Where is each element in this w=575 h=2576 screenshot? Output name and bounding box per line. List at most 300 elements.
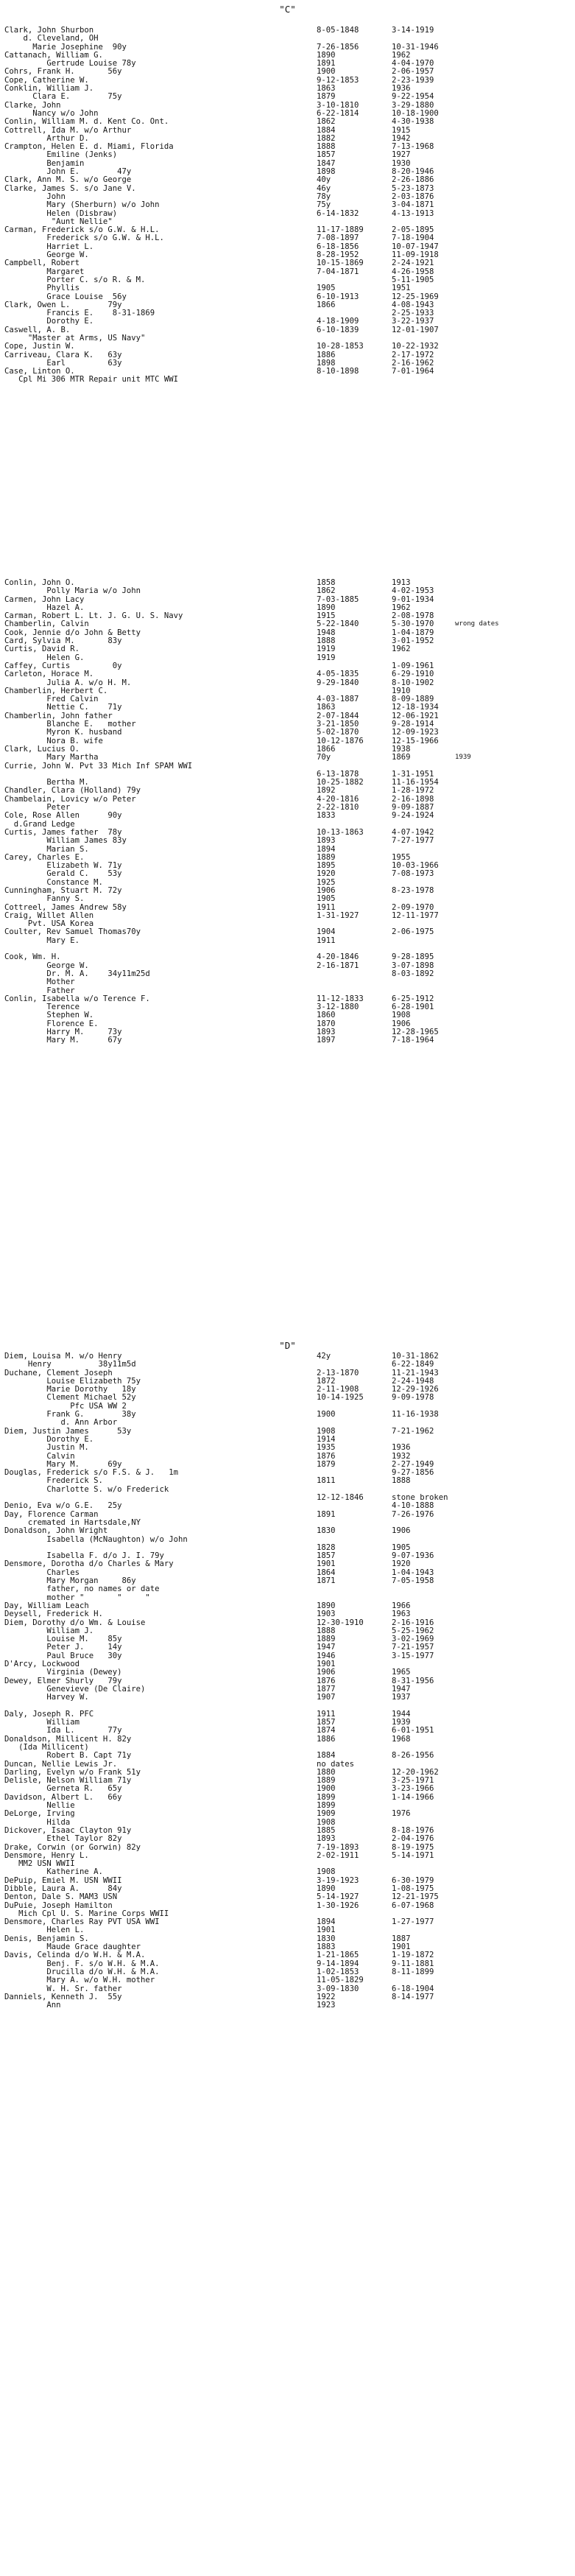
record-name: Craig, Willet Allen <box>4 910 94 920</box>
record-death: 7-21-1962 <box>392 1426 434 1436</box>
record-birth: 1893 <box>317 1834 336 1844</box>
record-name: Curtis, James father 78y <box>4 827 122 837</box>
record-name: Dickover, Isaac Clayton 91y <box>4 1825 132 1835</box>
record-birth: 4-20-1846 <box>317 952 359 962</box>
record-death: 8-18-1976 <box>392 1825 434 1835</box>
record-birth: 1895 <box>317 861 336 871</box>
record-death: 6-29-1910 <box>392 670 434 679</box>
record-name: Chamberlin, John father <box>4 711 113 720</box>
record-death: 9-07-1936 <box>392 1551 434 1561</box>
record-birth: 1908 <box>317 1817 336 1827</box>
record-birth: 1-31-1927 <box>317 910 359 920</box>
record-death: 10-31-1862 <box>392 1352 439 1361</box>
record-birth: 1920 <box>317 869 336 879</box>
record-name: Cattanach, William G. <box>4 50 103 60</box>
record-name: Stephen W. <box>4 1011 94 1020</box>
record-name: Clark, Owen L. 79y <box>4 300 122 309</box>
record-name: Benj. F. s/o W.H. & M.A. <box>4 1959 160 1968</box>
record-name: Clark, Lucius O. <box>4 744 80 754</box>
record-birth: 1882 <box>317 133 336 143</box>
record-name: Harriet L. <box>4 242 94 251</box>
record-death: 3-15-1977 <box>392 1651 434 1660</box>
record-birth: 1889 <box>317 852 336 862</box>
record-birth: 1888 <box>317 1626 336 1635</box>
record-name: Densmore, Henry L. <box>4 1850 89 1860</box>
record-birth: 1857 <box>317 1718 336 1727</box>
record-name: Mary Morgan 86y <box>4 1576 136 1586</box>
record-name: Day, Florence Carman <box>4 1509 99 1519</box>
record-name: Curtis, David R. <box>4 645 80 654</box>
record-birth: 1864 <box>317 1568 336 1577</box>
record-name: Diem, Louisa M. w/o Henry <box>4 1352 122 1361</box>
record-row <box>0 587 575 595</box>
record-birth: 6-22-1814 <box>317 108 359 118</box>
record-row <box>0 284 575 292</box>
record-death: 1908 <box>392 1011 411 1020</box>
record-death: 9-28-1914 <box>392 720 434 729</box>
record-row <box>0 276 575 284</box>
record-name: Marie Josephine 90y <box>4 42 127 52</box>
record-row <box>0 1643 575 1652</box>
record-name: Conlin, Isabella w/o Terence F. <box>4 994 150 1003</box>
record-row <box>0 359 575 368</box>
record-death: 6-22-1849 <box>392 1360 434 1369</box>
record-death: 8-09-1889 <box>392 695 434 704</box>
record-row <box>0 118 575 126</box>
record-death: 4-13-1913 <box>392 208 434 218</box>
record-birth: 1915 <box>317 611 336 621</box>
record-name: Cohrs, Frank H. 56y <box>4 67 122 77</box>
record-birth: 1904 <box>317 927 336 937</box>
record-row <box>0 93 575 101</box>
record-name: Densmore, Dorotha d/o Charles & Mary <box>4 1559 174 1569</box>
record-death: 2-06-1957 <box>392 67 434 77</box>
record-name: Blanche E. mother <box>4 720 136 729</box>
record-death: 2-09-1970 <box>392 902 434 912</box>
record-death: 12-01-1907 <box>392 325 439 334</box>
record-birth: 1890 <box>317 603 336 612</box>
record-birth: 1935 <box>317 1443 336 1453</box>
record-row <box>0 762 575 771</box>
record-name: Gertrude Louise 78y <box>4 59 136 69</box>
record-death: 1-27-1977 <box>392 1917 434 1927</box>
record-row <box>0 334 575 343</box>
record-name: Grace Louise 56y <box>4 292 127 301</box>
record-birth: 1830 <box>317 1526 336 1536</box>
record-death: 10-31-1946 <box>392 42 439 52</box>
record-death: 8-11-1899 <box>392 1967 434 1976</box>
record-row <box>0 1752 575 1760</box>
record-death: 9-28-1895 <box>392 952 434 962</box>
record-name: Phyllis <box>4 284 80 293</box>
record-death: 9-09-1978 <box>392 1393 434 1403</box>
record-birth: 1889 <box>317 1776 336 1786</box>
record-death: 2-24-1921 <box>392 259 434 268</box>
record-row <box>0 754 575 762</box>
record-death: 7-08-1973 <box>392 869 434 879</box>
record-death: 10-07-1947 <box>392 242 439 251</box>
record-death: 7-13-1968 <box>392 142 434 152</box>
record-name: Henry 38y11m5d <box>4 1360 136 1369</box>
record-death: 4-08-1943 <box>392 300 434 309</box>
record-birth: 6-10-1839 <box>317 325 359 334</box>
record-note: 1939 <box>455 754 471 762</box>
record-name: Terence <box>4 1003 80 1012</box>
record-name: Katherine A. <box>4 1867 103 1877</box>
record-birth: 10-28-1853 <box>317 342 364 351</box>
record-name: (Ida Millicent) <box>4 1742 89 1752</box>
record-death: 12-06-1921 <box>392 711 439 720</box>
record-row <box>0 1361 575 1369</box>
record-birth: 1893 <box>317 836 336 846</box>
record-name: John E. 47y <box>4 167 132 177</box>
record-death: 7-21-1957 <box>392 1643 434 1652</box>
record-birth: 1922 <box>317 1992 336 2001</box>
record-birth: 1-21-1865 <box>317 1951 359 1960</box>
record-birth: 10-13-1863 <box>317 827 364 837</box>
record-row <box>0 1486 575 1494</box>
record-death: 1887 <box>392 1934 411 1943</box>
record-row <box>0 937 575 945</box>
record-birth: 7-19-1893 <box>317 1842 359 1852</box>
record-death: 1-19-1872 <box>392 1951 434 1960</box>
record-death: 3-22-1937 <box>392 317 434 326</box>
record-birth: 1894 <box>317 1917 336 1927</box>
record-death: 10-18-1900 <box>392 108 439 118</box>
record-birth: 10-25-1882 <box>317 778 364 787</box>
record-row <box>0 1560 575 1568</box>
record-name: Coulter, Rev Samuel Thomas70y <box>4 927 141 937</box>
record-death: 1951 <box>392 284 411 293</box>
record-birth: 10-14-1925 <box>317 1393 364 1403</box>
record-birth: 2-22-1810 <box>317 803 359 813</box>
record-birth: 4-20-1816 <box>317 794 359 804</box>
record-birth: 1863 <box>317 703 336 712</box>
record-name: Davidson, Albert L. 66y <box>4 1792 122 1802</box>
record-name: Fred Calvin <box>4 695 99 704</box>
record-birth: 1828 <box>317 1543 336 1552</box>
record-birth: 1899 <box>317 1801 336 1811</box>
record-death: 12-25-1969 <box>392 292 439 301</box>
record-row <box>0 945 575 953</box>
record-birth: 1890 <box>317 1601 336 1610</box>
record-name: Marie Dorothy 18y <box>4 1385 136 1394</box>
record-name: Densmore, Charles Ray PVT USA WWI <box>4 1917 160 1927</box>
record-birth: 1888 <box>317 142 336 152</box>
record-birth: 1894 <box>317 844 336 854</box>
record-name: Isabella (McNaughton) w/o John <box>4 1534 188 1544</box>
record-name: Cottreel, James Andrew 58y <box>4 902 127 912</box>
record-name: Cunningham, Stuart M. 72y <box>4 885 122 895</box>
record-death: stone broken <box>392 1493 448 1503</box>
record-name: Caswell, A. B. <box>4 325 71 334</box>
record-row <box>0 1993 575 2001</box>
record-row <box>0 1419 575 1427</box>
record-death: 1-31-1951 <box>392 769 434 779</box>
record-death: 3-14-1919 <box>392 26 434 35</box>
record-name: W. H. Sr. father <box>4 1984 122 1993</box>
record-name: Earl 63y <box>4 358 122 368</box>
record-birth: 1-02-1853 <box>317 1967 359 1976</box>
record-name: D'Arcy, Lockwood <box>4 1659 80 1668</box>
record-name: Currie, John W. Pvt 33 Mich Inf SPAM WWI <box>4 761 193 771</box>
record-birth: 7-08-1897 <box>317 234 359 243</box>
record-row <box>0 1918 575 1926</box>
record-death: 1939 <box>392 1718 411 1727</box>
record-birth: 7-03-1885 <box>317 594 359 604</box>
record-birth: 1919 <box>317 645 336 654</box>
record-row <box>0 1536 575 1544</box>
record-birth: 1899 <box>317 1792 336 1802</box>
record-death: 2-05-1895 <box>392 225 434 235</box>
record-name: Drucilla d/o W.H. & M.A. <box>4 1967 160 1976</box>
record-death: 9-09-1887 <box>392 803 434 813</box>
record-death: 8-20-1946 <box>392 167 434 177</box>
record-death: 1976 <box>392 1809 411 1819</box>
record-name: Cope, Catherine W. <box>4 75 89 85</box>
record-name: Mary A. w/o W.H. mother <box>4 1976 155 1985</box>
record-name: Frederick S. <box>4 1476 103 1486</box>
record-death: 2-04-1976 <box>392 1834 434 1844</box>
record-name: George W. <box>4 961 89 970</box>
record-birth: 1871 <box>317 1576 336 1586</box>
record-name: Gerneta R. 65y <box>4 1784 122 1794</box>
record-birth: 1877 <box>317 1684 336 1694</box>
record-birth: 1901 <box>317 1559 336 1569</box>
record-birth: 1900 <box>317 1410 336 1419</box>
record-name: DuPuie, Joseph Hamilton <box>4 1901 113 1910</box>
record-birth: 3-10-1810 <box>317 100 359 110</box>
record-death: 6-28-1901 <box>392 1003 434 1012</box>
record-birth: 10-15-1869 <box>317 259 364 268</box>
record-row <box>0 1710 575 1719</box>
record-name: Mich Cpl U. S. Marine Corps WWII <box>4 1909 169 1918</box>
record-death: 6-30-1979 <box>392 1875 434 1885</box>
record-birth: 1884 <box>317 1751 336 1761</box>
record-name: Gerald C. 53y <box>4 869 122 879</box>
record-birth: 1-30-1926 <box>317 1901 359 1910</box>
record-name: Douglas, Frederick s/o F.S. & J. 1m <box>4 1468 178 1478</box>
record-name: Virginia (Dewey) <box>4 1668 122 1677</box>
record-birth: 1919 <box>317 653 336 662</box>
record-death: 1932 <box>392 1451 411 1461</box>
record-row <box>0 1802 575 1810</box>
record-birth: 1948 <box>317 628 336 637</box>
c-listing-part2 <box>0 579 575 1045</box>
record-name: Fanny S. <box>4 894 85 904</box>
record-birth: 1857 <box>317 1551 336 1561</box>
record-death: 5-23-1873 <box>392 183 434 193</box>
record-death: 1955 <box>392 852 411 862</box>
record-row <box>0 1835 575 1843</box>
record-death: 1965 <box>392 1668 411 1677</box>
record-death: 3-07-1898 <box>392 961 434 970</box>
record-birth: 1880 <box>317 1767 336 1777</box>
record-row <box>0 259 575 267</box>
record-death: 1913 <box>392 578 411 587</box>
record-row <box>0 995 575 1003</box>
record-death: 1936 <box>392 84 411 94</box>
record-name: Nettie C. 71y <box>4 703 122 712</box>
record-row <box>0 729 575 737</box>
record-death: 2-16-1916 <box>392 1618 434 1627</box>
record-birth: 1874 <box>317 1726 336 1736</box>
record-name: Carman, Frederick s/o G.W. & H.L. <box>4 225 160 235</box>
record-name: Pvt. USA Korea <box>4 919 94 929</box>
record-death: 1938 <box>392 744 411 754</box>
record-birth: 1888 <box>317 636 336 646</box>
record-name: Cook, Jennie d/o John & Betty <box>4 628 141 637</box>
record-row <box>0 1502 575 1510</box>
record-name: Mary Martha <box>4 753 99 762</box>
record-death: 2-27-1949 <box>392 1459 434 1469</box>
record-name: Mary E. <box>4 936 80 945</box>
record-birth: 75y <box>317 200 331 210</box>
record-birth: 1862 <box>317 586 336 596</box>
record-birth: 1909 <box>317 1809 336 1819</box>
record-name: Chambelain, Lovicy w/o Peter <box>4 794 136 804</box>
record-birth: 2-13-1870 <box>317 1368 359 1378</box>
record-birth: 40y <box>317 175 331 185</box>
record-name: Frederick s/o G.W. & H.L. <box>4 234 164 243</box>
record-name: Constance M. <box>4 877 103 887</box>
record-note: wrong dates <box>455 620 499 628</box>
record-death: 2-16-1962 <box>392 358 434 368</box>
record-birth: 4-05-1835 <box>317 670 359 679</box>
record-birth: 1890 <box>317 1884 336 1893</box>
record-death: 1-08-1975 <box>392 1884 434 1893</box>
record-death: 4-07-1942 <box>392 827 434 837</box>
record-name: Cpl Mi 306 MTR Repair unit MTC WWI <box>4 375 178 385</box>
record-birth: 5-14-1927 <box>317 1892 359 1902</box>
record-row <box>0 1036 575 1045</box>
record-name: Charlotte S. w/o Frederick <box>4 1484 169 1494</box>
record-death: 3-02-1969 <box>392 1635 434 1644</box>
record-row <box>0 1852 575 1860</box>
record-name: mother " " " <box>4 1593 150 1602</box>
record-death: 8-23-1978 <box>392 885 434 895</box>
record-birth: 70y <box>317 753 331 762</box>
record-birth: 6-13-1878 <box>317 769 359 779</box>
record-name: Conlin, John O. <box>4 578 75 587</box>
record-birth: 1906 <box>317 1668 336 1677</box>
record-name: Louise Elizabeth 75y <box>4 1376 141 1386</box>
record-birth: 42y <box>317 1352 331 1361</box>
record-name: Julia A. w/o H. M. <box>4 678 132 687</box>
record-death: 5-25-1962 <box>392 1626 434 1635</box>
record-name: Elizabeth W. 71y <box>4 861 122 871</box>
record-death: 5-11-1905 <box>392 275 434 284</box>
record-name: Louise M. 85y <box>4 1635 122 1644</box>
record-name: Arthur D. <box>4 133 89 143</box>
record-death: 1888 <box>392 1476 411 1486</box>
record-birth: 1870 <box>317 1019 336 1028</box>
record-death: 1920 <box>392 1559 411 1569</box>
record-death: 1962 <box>392 50 411 60</box>
record-death: 9-24-1924 <box>392 811 434 821</box>
record-row <box>0 185 575 193</box>
record-birth: 11-17-1889 <box>317 225 364 235</box>
record-name: Conklin, William J. <box>4 84 94 94</box>
record-row <box>0 1951 575 1959</box>
record-death: 6-25-1912 <box>392 994 434 1003</box>
record-death: 12-28-1965 <box>392 1028 439 1037</box>
record-name: Clarke, John <box>4 100 61 110</box>
record-birth: 1876 <box>317 1451 336 1461</box>
record-row <box>0 1810 575 1818</box>
record-name: Daly, Joseph R. PFC <box>4 1709 94 1719</box>
record-birth: 6-14-1832 <box>317 208 359 218</box>
record-death: 2-23-1939 <box>392 75 434 85</box>
record-birth: 1860 <box>317 1011 336 1020</box>
record-name: Ann <box>4 2001 61 2010</box>
record-name: Hilda <box>4 1817 71 1827</box>
record-birth: 1907 <box>317 1693 336 1702</box>
record-name: Donaldson, Millicent H. 82y <box>4 1734 132 1744</box>
record-death: 3-25-1971 <box>392 1776 434 1786</box>
record-name: Donaldson, John Wright <box>4 1526 108 1536</box>
record-name: Dewey, Elmer Shurly 79y <box>4 1676 122 1685</box>
record-death: 3-01-1952 <box>392 636 434 646</box>
record-row <box>0 796 575 804</box>
record-row <box>0 870 575 878</box>
record-death: 1936 <box>392 1443 411 1453</box>
record-name: John <box>4 192 66 201</box>
record-death: 1963 <box>392 1610 411 1619</box>
record-name: William James 83y <box>4 836 127 846</box>
record-name: Carmen, John Lacy <box>4 594 85 604</box>
record-row <box>0 1893 575 1901</box>
record-birth: 1893 <box>317 1028 336 1037</box>
record-birth: 1890 <box>317 50 336 60</box>
record-death: 2-16-1898 <box>392 794 434 804</box>
record-row <box>0 670 575 678</box>
record-birth: 1914 <box>317 1434 336 1444</box>
record-birth: 1885 <box>317 1825 336 1835</box>
record-birth: 8-10-1898 <box>317 367 359 376</box>
record-name: Harry M. 73y <box>4 1028 122 1037</box>
record-birth: 78y <box>317 192 331 201</box>
record-row <box>0 317 575 326</box>
record-birth: 1883 <box>317 1942 336 1952</box>
record-birth: 5-22-1840 <box>317 620 359 629</box>
record-row <box>0 846 575 854</box>
record-name: Myron K. husband <box>4 728 122 737</box>
record-name: Duncan, Nellie Lewis Jr. <box>4 1759 118 1769</box>
record-name: Cottrell, Ida M. w/o Arthur <box>4 125 132 135</box>
record-row <box>0 1976 575 1984</box>
record-birth: 12-12-1846 <box>317 1493 364 1503</box>
record-birth: 1923 <box>317 2001 336 2010</box>
record-name: Dorothy E. <box>4 1434 94 1444</box>
record-birth: 1905 <box>317 894 336 904</box>
record-birth: 1876 <box>317 1676 336 1685</box>
record-birth: 1833 <box>317 811 336 821</box>
record-death: 8-03-1892 <box>392 969 434 978</box>
record-birth: 1886 <box>317 1734 336 1744</box>
record-name: Denis, Benjamin S. <box>4 1934 89 1943</box>
record-name: d.Grand Ledge <box>4 819 75 829</box>
record-birth: 1891 <box>317 59 336 69</box>
record-name: Marian S. <box>4 844 89 854</box>
record-birth: 4-18-1909 <box>317 317 359 326</box>
record-birth: no dates <box>317 1759 355 1769</box>
record-name: Benjamin <box>4 158 85 168</box>
record-birth: 11-05-1829 <box>317 1976 364 1985</box>
record-row <box>0 887 575 895</box>
record-death: 11-21-1943 <box>392 1368 439 1378</box>
record-birth: 9-12-1853 <box>317 75 359 85</box>
